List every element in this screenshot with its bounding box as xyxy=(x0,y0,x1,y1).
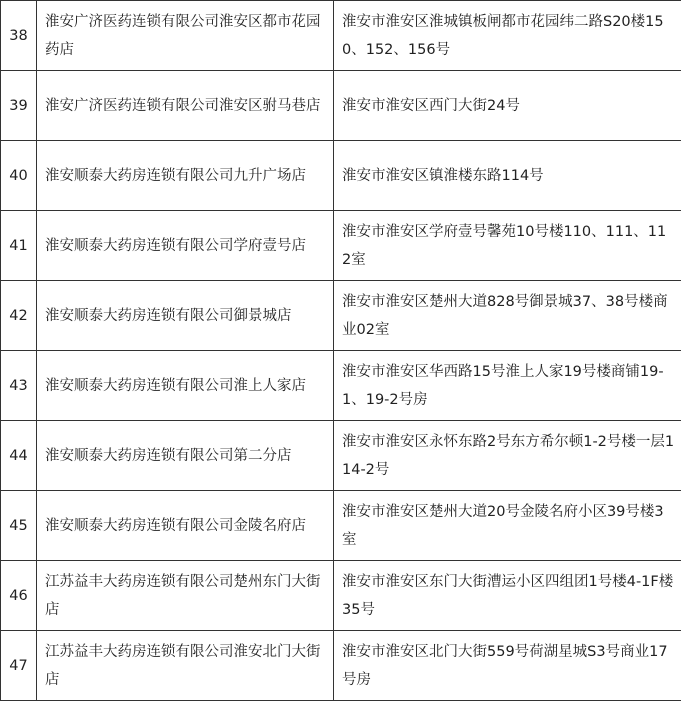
table-row xyxy=(1,491,681,561)
table-row xyxy=(1,141,681,211)
pharmacy-name: 淮安顺泰大药房连锁有限公司御景城店 xyxy=(37,281,334,351)
pharmacy-name: 江苏益丰大药房连锁有限公司淮安北门大街店 xyxy=(37,631,334,701)
pharmacy-name: 淮安顺泰大药房连锁有限公司九升广场店 xyxy=(37,141,334,211)
pharmacy-name: 江苏益丰大药房连锁有限公司楚州东门大街店 xyxy=(37,561,334,631)
pharmacy-address: 淮安市淮安区华西路15号淮上人家19号楼商铺19-1、19-2号房 xyxy=(334,351,681,421)
row-number: 47 xyxy=(1,631,37,701)
row-number: 39 xyxy=(1,71,37,141)
row-number: 40 xyxy=(1,141,37,211)
pharmacy-name: 淮安顺泰大药房连锁有限公司第二分店 xyxy=(37,421,334,491)
pharmacy-address: 淮安市淮安区北门大街559号荷湖星城S3号商业17号房 xyxy=(334,631,681,701)
table-row xyxy=(1,631,681,701)
row-number: 43 xyxy=(1,351,37,421)
pharmacy-name: 淮安广济医药连锁有限公司淮安区驸马巷店 xyxy=(37,71,334,141)
pharmacy-name: 淮安顺泰大药房连锁有限公司淮上人家店 xyxy=(37,351,334,421)
row-number: 41 xyxy=(1,211,37,281)
table-row xyxy=(1,561,681,631)
pharmacy-table-body xyxy=(1,1,681,701)
pharmacy-address: 淮安市淮安区学府壹号馨苑10号楼110、111、112室 xyxy=(334,211,681,281)
pharmacy-address: 淮安市淮安区楚州大道20号金陵名府小区39号楼3室 xyxy=(334,491,681,561)
pharmacy-address: 淮安市淮安区西门大街24号 xyxy=(334,71,681,141)
pharmacy-address: 淮安市淮安区东门大街漕运小区四组团1号楼4-1F楼35号 xyxy=(334,561,681,631)
pharmacy-address: 淮安市淮安区楚州大道828号御景城37、38号楼商业02室 xyxy=(334,281,681,351)
pharmacy-address: 淮安市淮安区永怀东路2号东方希尔顿1-2号楼一层114-2号 xyxy=(334,421,681,491)
table-row xyxy=(1,351,681,421)
pharmacy-address: 淮安市淮安区镇淮楼东路114号 xyxy=(334,141,681,211)
row-number: 46 xyxy=(1,561,37,631)
table-row xyxy=(1,71,681,141)
pharmacy-address: 淮安市淮安区淮城镇板闸都市花园纬二路S20楼150、152、156号 xyxy=(334,1,681,71)
pharmacy-name: 淮安顺泰大药房连锁有限公司金陵名府店 xyxy=(37,491,334,561)
table-row xyxy=(1,281,681,351)
row-number: 42 xyxy=(1,281,37,351)
table-row xyxy=(1,211,681,281)
row-number: 44 xyxy=(1,421,37,491)
pharmacy-name: 淮安广济医药连锁有限公司淮安区都市花园药店 xyxy=(37,1,334,71)
table-row xyxy=(1,421,681,491)
row-number: 38 xyxy=(1,1,37,71)
table-row xyxy=(1,1,681,71)
row-number: 45 xyxy=(1,491,37,561)
pharmacy-name: 淮安顺泰大药房连锁有限公司学府壹号店 xyxy=(37,211,334,281)
